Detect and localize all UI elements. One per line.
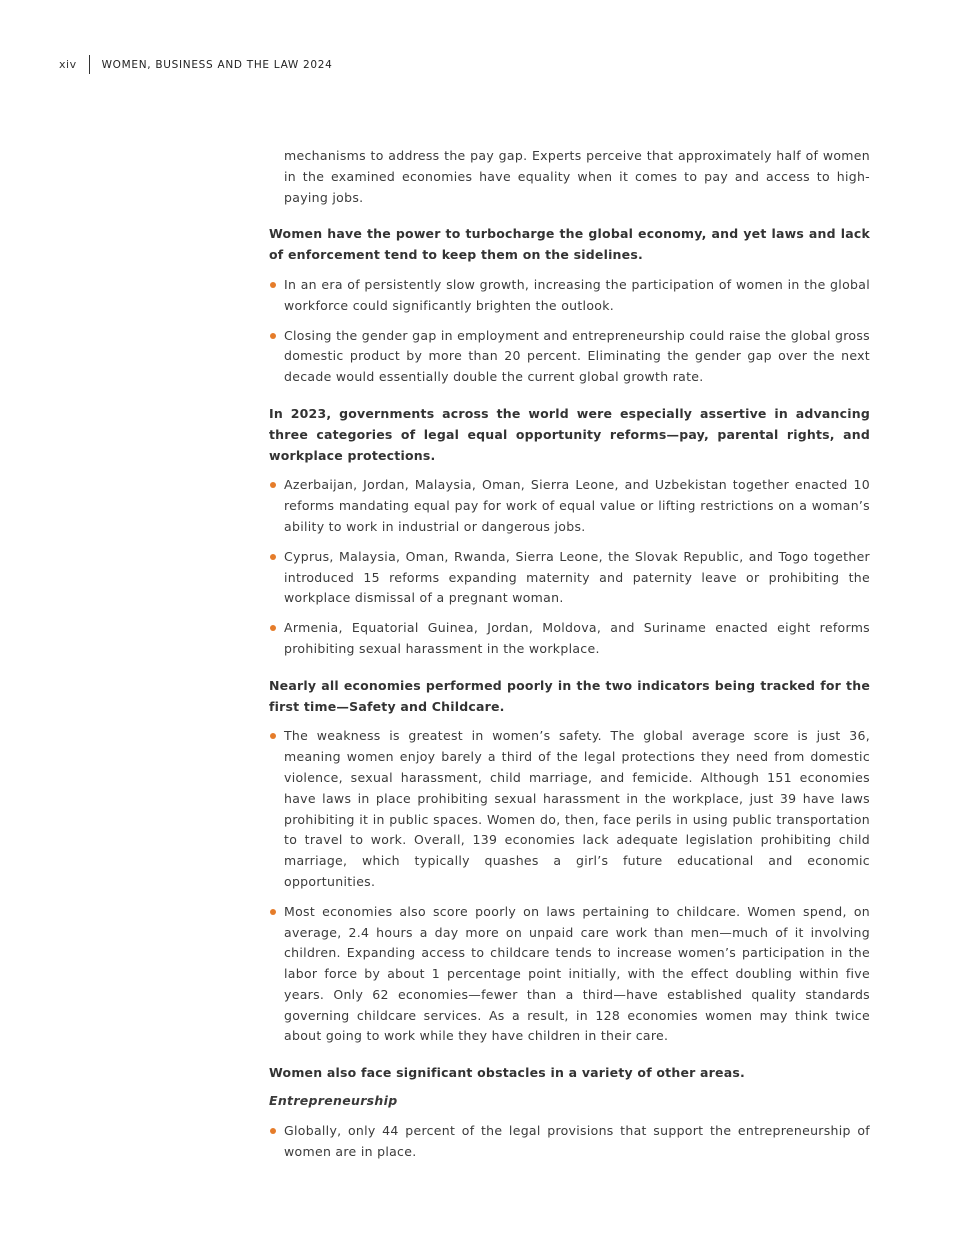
list-item-text: The weakness is greatest in women’s safety. The global average score is just 36, meaning women enjoy barely a third of the legal protections they need from domestic violence, sexual harassment, child marriage, and femicide. Although 151 economies have laws in place prohibiting sexual harassment in the workplace, just 39 have laws prohibiting it in public spaces. Women do, then, face perils in using public transportation to travel to work. Overall, 139 economies lack adequate legislation prohibiting child marriage, which typically quashes a girl’s future educational and economic opportunities. bbox=[284, 728, 870, 889]
page-number: xiv bbox=[59, 58, 77, 71]
list-item-text: Closing the gender gap in employment and entrepreneurship could raise the global gross domestic product by more than 20 percent. Eliminating the gender gap over the next decade would essentially double the current global growth rate. bbox=[284, 327, 870, 385]
bullet-list bbox=[269, 1121, 870, 1163]
bullet-list bbox=[269, 275, 870, 388]
running-title: WOMEN, BUSINESS AND THE LAW 2024 bbox=[101, 58, 333, 71]
list-item bbox=[269, 1121, 870, 1163]
list-item bbox=[269, 902, 870, 1048]
bullet-icon bbox=[270, 482, 276, 488]
list-item-text: Armenia, Equatorial Guinea, Jordan, Moldova, and Suriname enacted eight reforms prohibiting sexual harassment in the workplace. bbox=[284, 620, 870, 656]
subheading: Entrepreneurship bbox=[269, 1093, 398, 1109]
section-heading: Women also face significant obstacles in a variety of other areas. bbox=[269, 1065, 745, 1081]
bullet-icon bbox=[270, 282, 276, 288]
list-item bbox=[269, 475, 870, 537]
continuation-paragraph: mechanisms to address the pay gap. Experts perceive that approximately half of women in the examined economies have equality when it comes to pay and access to high-paying jobs. bbox=[284, 148, 870, 205]
main-content bbox=[269, 146, 870, 1162]
bullet-list bbox=[269, 726, 870, 1047]
bullet-icon bbox=[270, 554, 276, 560]
bullet-icon bbox=[270, 1128, 276, 1134]
bullet-icon bbox=[270, 733, 276, 739]
header-divider bbox=[89, 55, 90, 74]
bullet-icon bbox=[270, 909, 276, 915]
list-item-text: Globally, only 44 percent of the legal provisions that support the entrepreneurship of women are in place. bbox=[284, 1122, 870, 1159]
page-header bbox=[59, 55, 333, 74]
section-heading: In 2023, governments across the world were especially assertive in advancing three categories of legal equal opportunity reforms—pay, parental rights, and workplace protections. bbox=[269, 405, 870, 463]
bullet-icon bbox=[270, 625, 276, 631]
list-item bbox=[269, 326, 870, 388]
section-heading: Nearly all economies performed poorly in the two indicators being tracked for the first time—Safety and Childcare. bbox=[269, 677, 870, 714]
bullet-icon bbox=[270, 333, 276, 339]
list-item-text: Azerbaijan, Jordan, Malaysia, Oman, Sierra Leone, and Uzbekistan together enacted 10 reforms mandating equal pay for work of equal value or lifting restrictions on a woman’s ability to work in industrial or dangerous jobs. bbox=[284, 477, 870, 534]
list-item bbox=[269, 618, 870, 660]
section-heading: Women have the power to turbocharge the global economy, and yet laws and lack of enforcement tend to keep them on the sidelines. bbox=[269, 226, 870, 263]
list-item-text: Most economies also score poorly on laws pertaining to childcare. Women spend, on average, 2.4 hours a day more on unpaid care work than men—much of it involving children. Expanding access to childcare tends to increase women’s participation in the labor force by about 1 percentage point initially, with the effect doubling within five years. Only 62 economies—fewer than a third—have established quality standards governing childcare services. As a result, in 128 economies women may think twice about going to work while they have children in their care. bbox=[284, 903, 870, 1044]
list-item bbox=[269, 275, 870, 317]
bullet-list bbox=[269, 475, 870, 659]
list-item bbox=[269, 726, 870, 892]
list-item-text: In an era of persistently slow growth, increasing the participation of women in the global workforce could significantly brighten the outlook. bbox=[284, 276, 870, 313]
list-item-text: Cyprus, Malaysia, Oman, Rwanda, Sierra Leone, the Slovak Republic, and Togo together introduced 15 reforms expanding maternity and paternity leave or prohibiting the workplace dismissal of a pregnant woman. bbox=[284, 548, 870, 606]
list-item bbox=[269, 547, 870, 609]
